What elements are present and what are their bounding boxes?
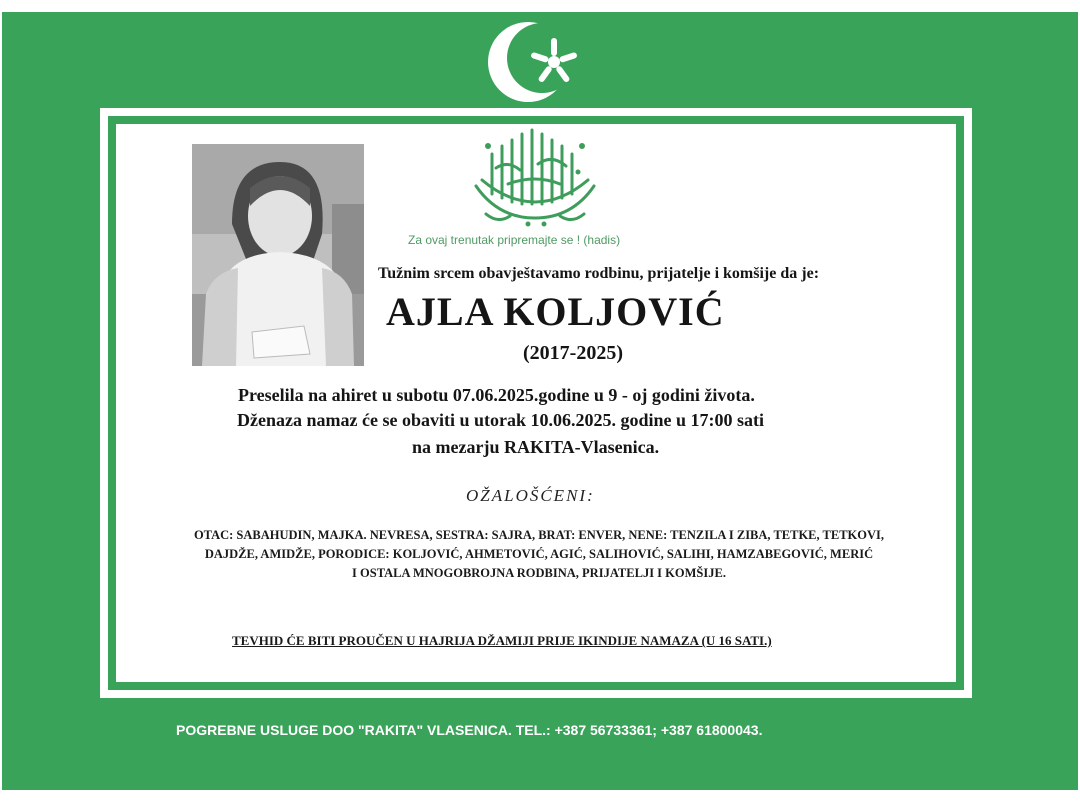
crescent-star-icon [480, 14, 590, 110]
deceased-name: AJLA KOLJOVIĆ [386, 289, 725, 334]
mourners-line: DAJDŽE, AMIDŽE, PORODICE: KOLJOVIĆ, AHMETOVIĆ, AGIĆ, SALIHOVIĆ, SALIHI, HAMZABEGOVIĆ, MERIĆ [204, 547, 874, 561]
mourners-list [133, 526, 945, 583]
mourners-line: I OSTALA MNOGOBROJNA RODBINA, PRIJATELJI I KOMŠIJE. [352, 566, 726, 580]
portrait-photo [192, 144, 364, 366]
intro-text: Tužnim srcem obavještavamo rodbinu, prijatelje i komšije da je: [378, 265, 820, 282]
burial-place-line: na mezarju RAKITA-Vlasenica. [412, 437, 660, 457]
life-years: (2017-2025) [523, 342, 623, 364]
hadis-caption: Za ovaj trenutak pripremajte se ! (hadis) [408, 233, 621, 247]
funeral-prayer-line: Dženaza namaz će se obaviti u utorak 10.06.2025. godine u 17:00 sati [237, 410, 764, 430]
mourners-line: OTAC: SABAHUDIN, MAJKA. NEVRESA, SESTRA: SAJRA, BRAT: ENVER, NENE: TENZILA I ZIBA, TETKE, TETKOVI, [193, 528, 885, 542]
mourners-heading: OŽALOŠĆENI: [466, 486, 595, 505]
arabic-calligraphy-icon [468, 124, 602, 230]
death-date-line: Preselila na ahiret u subotu 07.06.2025.godine u 9 - oj godini života. [238, 385, 755, 405]
funeral-service-footer: POGREBNE USLUGE DOO "RAKITA" VLASENICA. TEL.: +387 56733361; +387 61800043. [176, 722, 763, 738]
tevhid-notice: TEVHID ĆE BITI PROUČEN U HAJRIJA DŽAMIJI PRIJE IKINDIJE NAMAZA (U 16 SATI.) [232, 633, 772, 648]
